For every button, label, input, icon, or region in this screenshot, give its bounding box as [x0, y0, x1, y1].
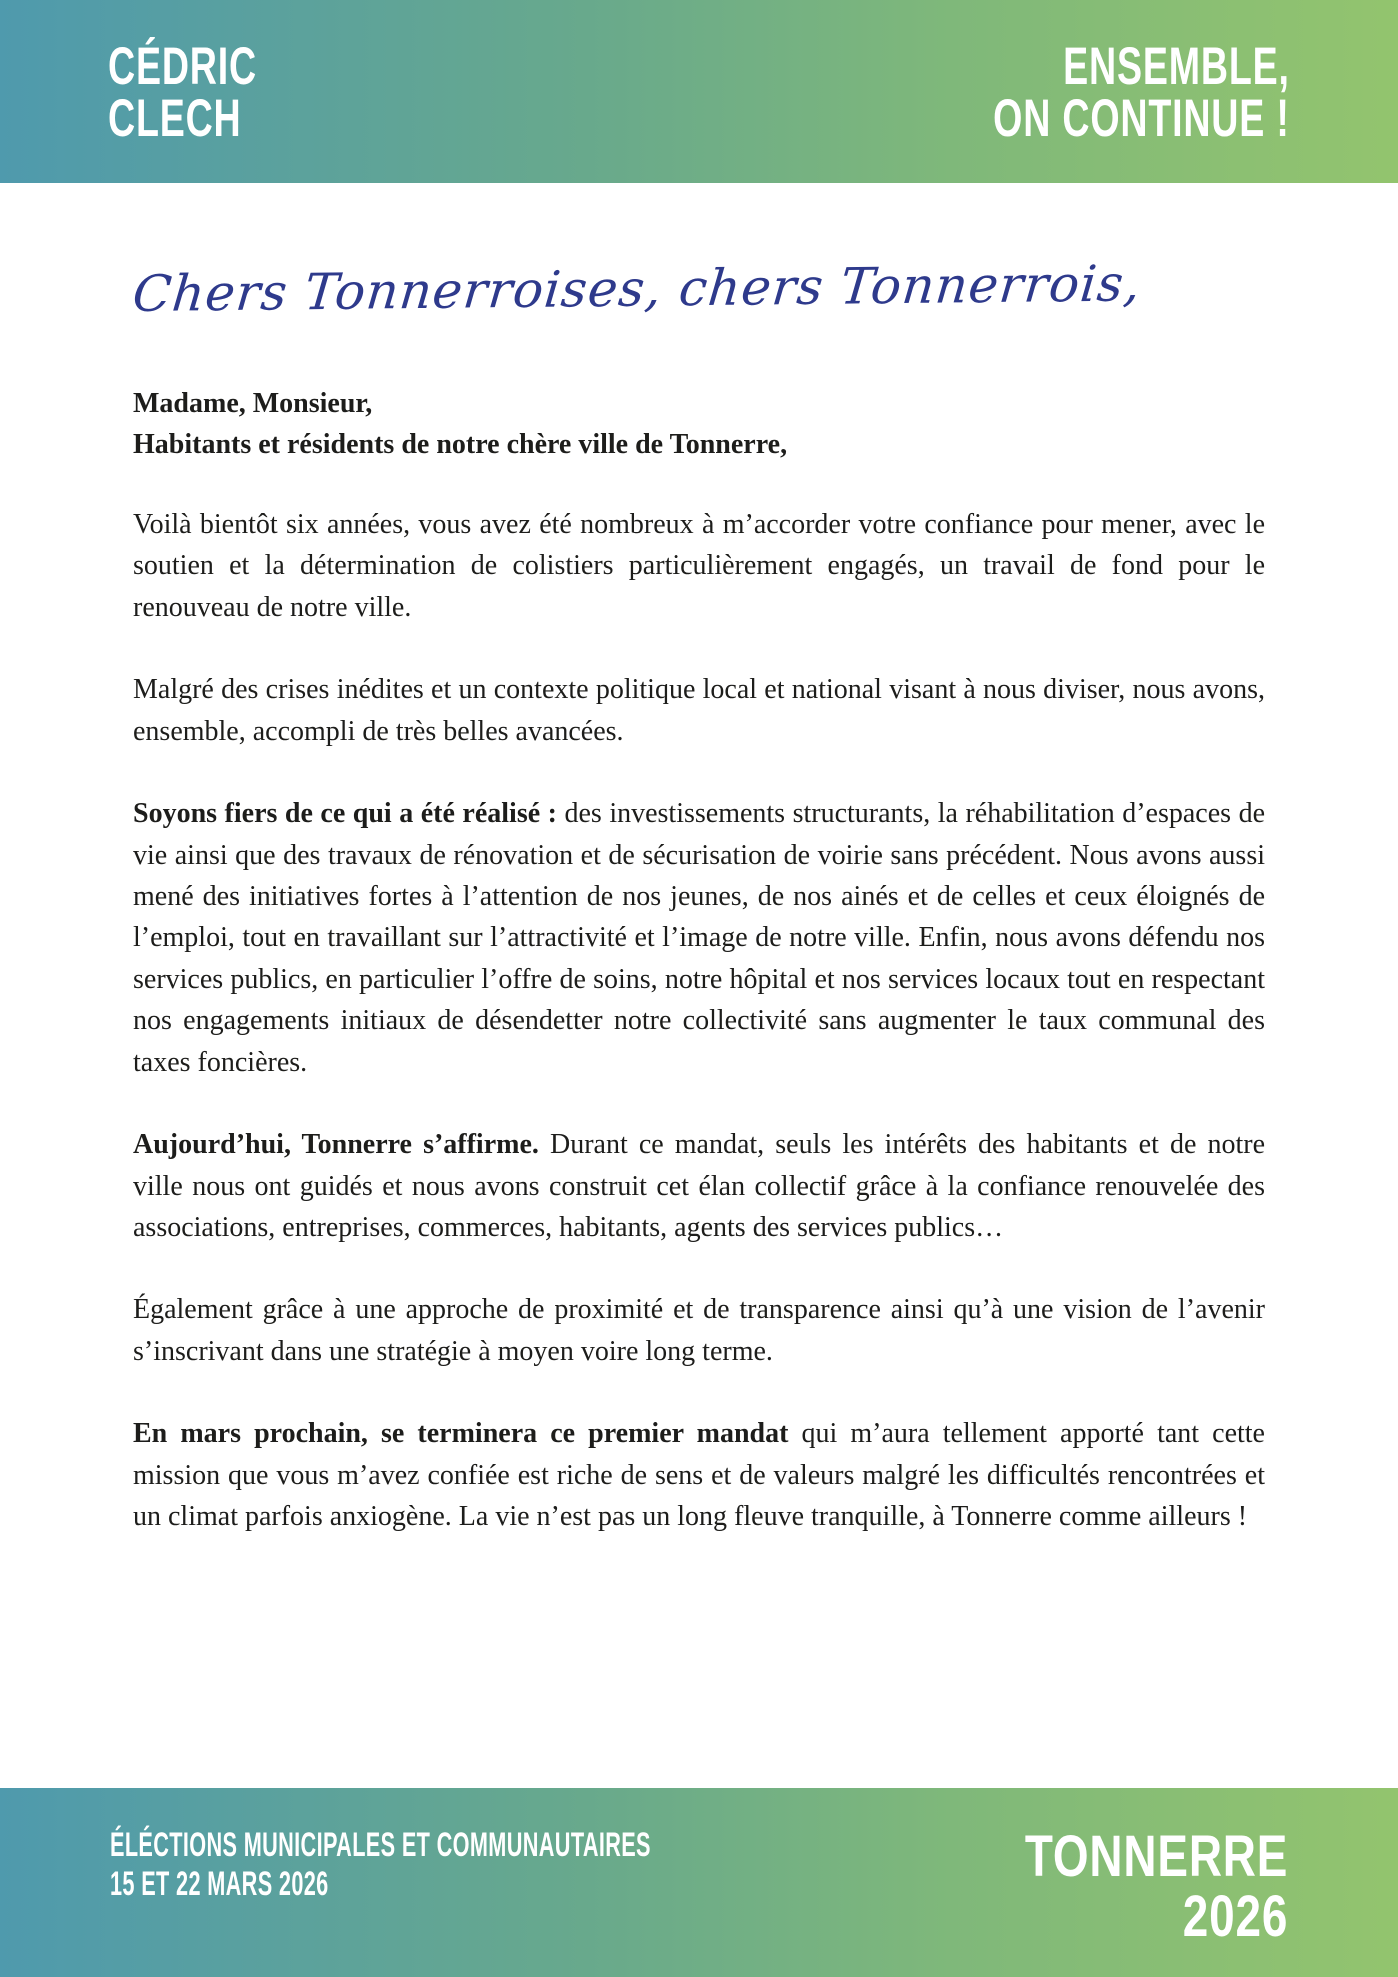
salutation-line-2: Habitants et résidents de notre chère ville de Tonnerre, [133, 429, 788, 461]
candidate-first-name: CÉDRIC [108, 35, 257, 96]
candidate-name [108, 35, 294, 147]
election-info [110, 1826, 883, 1904]
paragraph-text: Voilà bientôt six années, vous avez été nombreux à m’accorder votre confiance pour mener, avec le soutien et la détermination de colistiers particulièrement engagés, un travail de fond pour le renouveau de notre ville. [133, 508, 1265, 623]
paragraph-tonnerre-saffirme [133, 1124, 1265, 1248]
paragraph-achievements [133, 793, 1265, 1083]
paragraph-proximite [133, 1289, 1265, 1372]
paragraph-text: Également grâce à une approche de proximité et de transparence ainsi qu’à une vision de l’avenir s’inscrivant dans une stratégie à moyen voire long terme. [133, 1294, 1265, 1367]
handwritten-greeting: Chers Tonnerroises, chers Tonnerrois, [130, 254, 1144, 323]
brand-city: TONNERRE [1024, 1822, 1288, 1889]
campaign-brand [967, 1822, 1288, 1950]
paragraph-fin-mandat [133, 1413, 1265, 1537]
brand-year: 2026 [1182, 1882, 1288, 1950]
salutation-line-1: Madame, Monsieur, [133, 388, 373, 419]
slogan-line-2: ON CONTINUE ! [993, 87, 1290, 147]
header-banner [0, 0, 1398, 183]
paragraph-text: qui m’aura tellement apporté tant cette mission que vous m’avez confiée est riche de sens et de valeurs malgré les difficultés rencontrées et un climat parfois anxiogène. La vie n’est pas un long fleuve tranquille, à Tonnerre comme ailleurs ! [133, 1418, 1265, 1533]
slogan-line-1: ENSEMBLE, [1063, 35, 1290, 96]
paragraph-lead: En mars prochain, se terminera ce premier mandat [133, 1418, 802, 1450]
salutation [133, 383, 1265, 466]
paragraph-mandate-confidence [133, 504, 1265, 628]
paragraph-text: Malgré des crises inédites et un contexte politique local et national visant à nous diviser, nous avons, ensemble, accompli de très belles avancées. [133, 674, 1265, 747]
paragraph-lead: Aujourd’hui, Tonnerre s’affirme. [133, 1129, 550, 1161]
paragraph-text: Durant ce mandat, seuls les intérêts des habitants et de notre ville nous ont guidés et nous avons construit cet élan collectif grâce à la confiance renouvelée des associations, entreprises, commerces, habitants, agents des services publics… [133, 1129, 1265, 1243]
paragraph-text: des investissements structurants, la réhabilitation d’espaces de vie ainsi que des travaux de rénovation et de sécurisation de voirie sans précédent. Nous avons aussi mené des initiatives fortes à l’attention de nos jeunes, de nos ainés et de celles et ceux éloignés de l’emploi, tout en travaillant sur l’attractivité et l’image de notre ville. Enfin, nous avons défendu nos services publics, en particulier l’offre de soins, notre hôpital et nos services locaux tout en respectant nos engagements initiaux de désendetter notre collectivité sans augmenter le taux communal des taxes foncières. [133, 798, 1265, 1078]
election-type: ÉLÉCTIONS MUNICIPALES ET COMMUNAUTAIRES [110, 1824, 651, 1864]
candidate-last-name: CLECH [108, 87, 242, 147]
letter-body [0, 183, 1398, 1788]
paragraph-crises [133, 669, 1265, 752]
election-dates: 15 ET 22 MARS 2026 [110, 1863, 329, 1903]
paragraph-lead: Soyons fiers de ce qui a été réalisé : [133, 798, 565, 830]
footer-banner [0, 1788, 1398, 1977]
campaign-slogan [919, 35, 1290, 147]
